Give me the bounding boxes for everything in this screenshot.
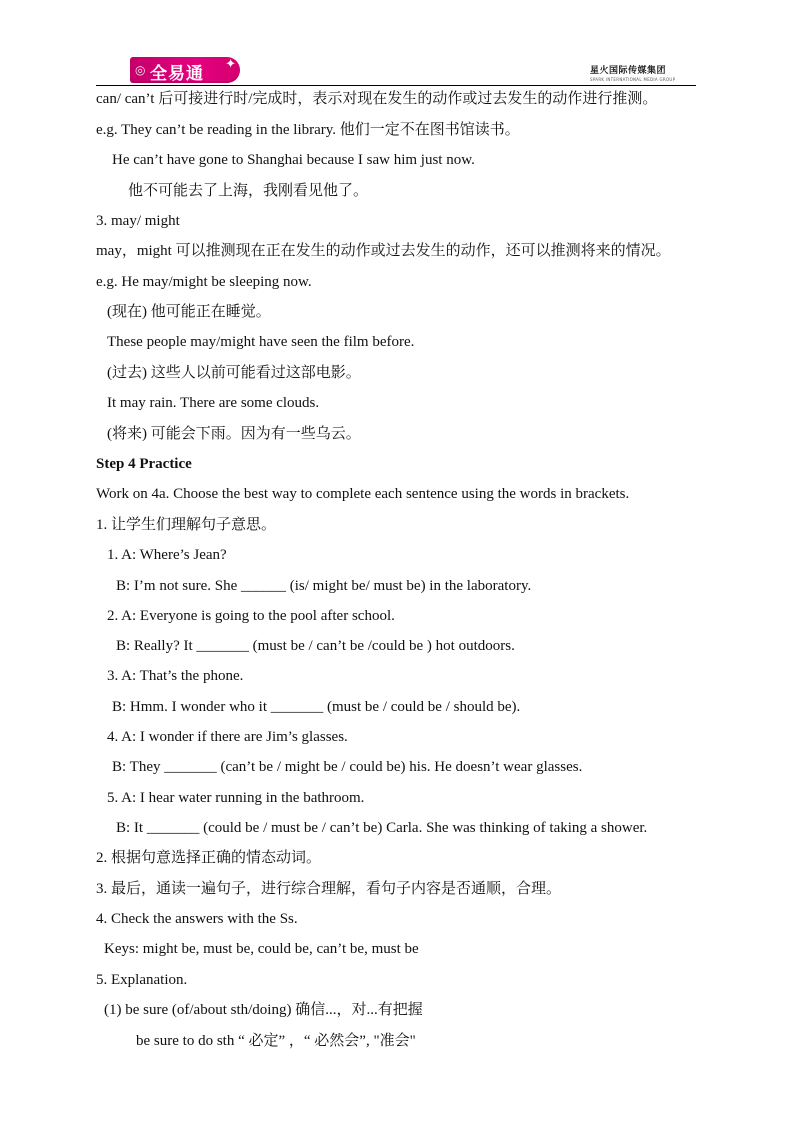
- quanyitong-logo: [130, 57, 240, 83]
- company-logo: [590, 63, 710, 82]
- page-header: [0, 0, 800, 90]
- exercise-line: B: Really? It _______ (must be / can’t be /could be ) hot outdoors.: [116, 638, 515, 654]
- text-line: may，might 可以推测现在正在发生的动作或过去发生的动作，还可以推测将来的情况。: [96, 243, 671, 259]
- exercise-line: 3. A: That’s the phone.: [107, 668, 244, 684]
- exercise-line: 4. A: I wonder if there are Jim’s glasses.: [107, 729, 348, 745]
- text-line: 3. may/ might: [96, 213, 180, 229]
- text-line: 2. 根据句意选择正确的情态动词。: [96, 850, 322, 866]
- text-line: It may rain. There are some clouds.: [107, 395, 320, 411]
- text-line: 1. 让学生们理解句子意思。: [96, 517, 277, 533]
- text-line: 5. Explanation.: [96, 972, 188, 988]
- logo-text: 全易通: [150, 64, 204, 84]
- exercise-line: B: I’m not sure. She ______ (is/ might be/ must be) in the laboratory.: [116, 578, 532, 594]
- exercise-line: 1. A: Where’s Jean?: [107, 547, 227, 563]
- text-line: e.g. He may/might be sleeping now.: [96, 274, 312, 290]
- text-line: (过去) 这些人以前可能看过这部电影。: [107, 365, 361, 381]
- text-line: 4. Check the answers with the Ss.: [96, 911, 298, 927]
- text-line: These people may/might have seen the film before.: [107, 334, 415, 350]
- text-line: Work on 4a. Choose the best way to complete each sentence using the words in brackets.: [96, 486, 630, 502]
- section-heading: Step 4 Practice: [96, 456, 192, 472]
- header-rule: [96, 85, 696, 86]
- text-line: (1) be sure (of/about sth/doing) 确信...，对...有把握: [104, 1002, 423, 1018]
- company-name-cn: 星火国际传媒集团: [590, 66, 667, 76]
- text-line: 3. 最后，通读一遍句子，进行综合理解，看句子内容是否通顺，合理。: [96, 881, 562, 897]
- text-line: He can’t have gone to Shanghai because I saw him just now.: [112, 152, 475, 168]
- exercise-line: B: They _______ (can’t be / might be / could be) his. He doesn’t wear glasses.: [112, 759, 583, 775]
- text-line: be sure to do sth “ 必定” ，“ 必然会”, "准会": [136, 1033, 416, 1049]
- company-name-en: SPARK INTERNATIONAL MEDIA GROUP: [590, 77, 676, 82]
- text-line: (将来) 可能会下雨。因为有一些乌云。: [107, 426, 361, 442]
- exercise-line: B: Hmm. I wonder who it _______ (must be / could be / should be).: [112, 699, 521, 715]
- exercise-line: B: It _______ (could be / must be / can’t be) Carla. She was thinking of taking a shower.: [116, 820, 648, 836]
- text-line: can/ can’t 后可接进行时/完成时，表示对现在发生的动作或过去发生的动作进行推测。: [96, 91, 658, 107]
- exercise-line: 5. A: I hear water running in the bathroom.: [107, 790, 365, 806]
- logo-sparkle-icon: ✦: [225, 57, 236, 72]
- logo-swirl-icon: ◎: [135, 63, 146, 77]
- exercise-line: 2. A: Everyone is going to the pool after school.: [107, 608, 395, 624]
- text-line: (现在) 他可能正在睡觉。: [107, 304, 271, 320]
- text-line: 他不可能去了上海，我刚看见他了。: [128, 183, 369, 199]
- text-line: e.g. They can’t be reading in the library. 他们一定不在图书馆读书。: [96, 122, 520, 138]
- answer-keys: Keys: might be, must be, could be, can’t be, must be: [104, 941, 419, 957]
